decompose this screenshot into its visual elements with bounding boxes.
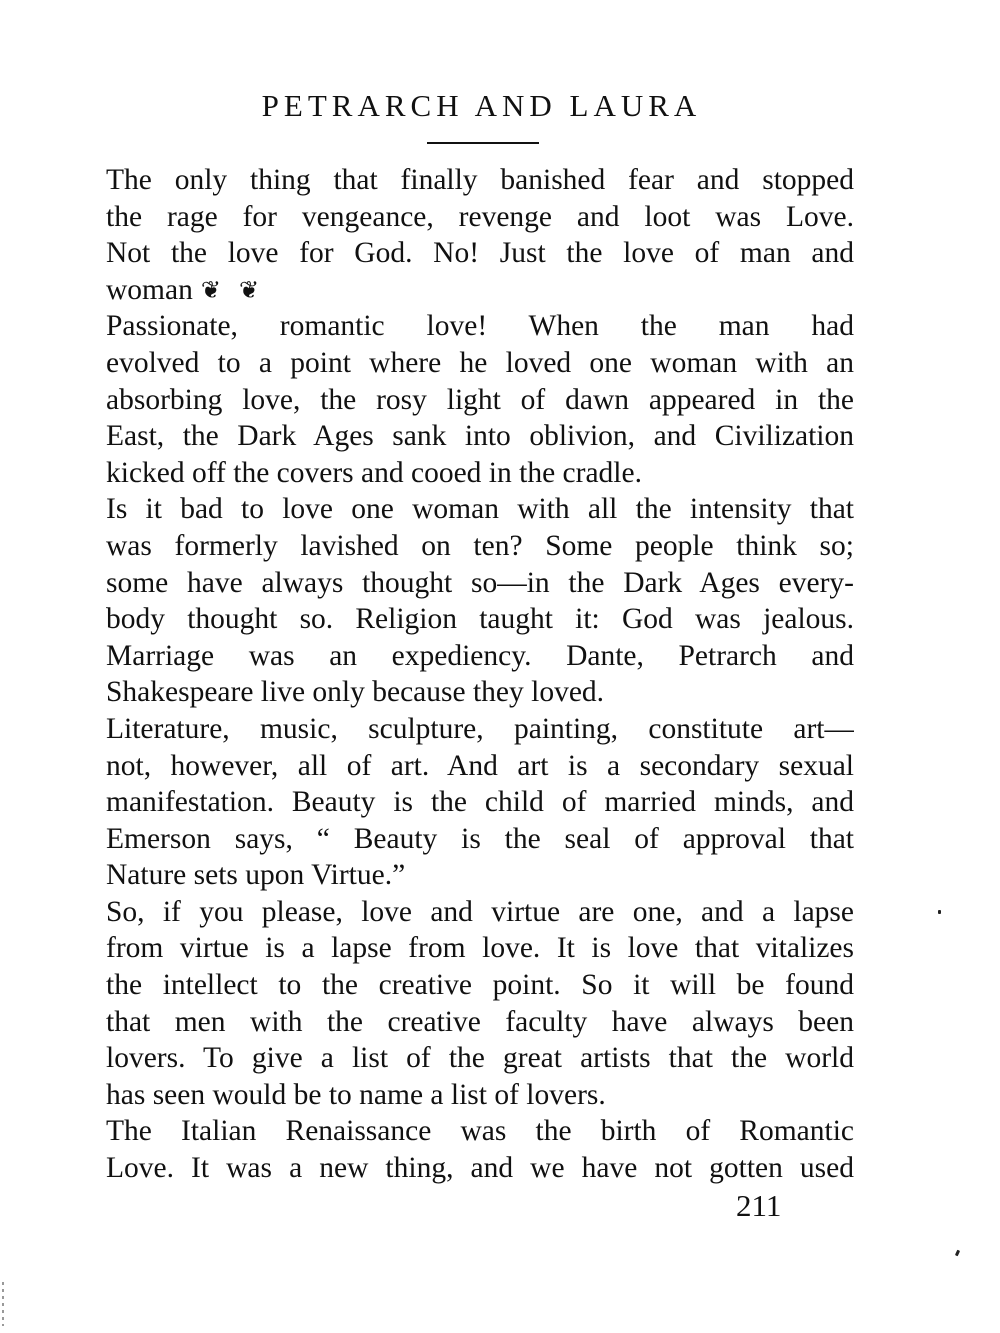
text-line [106,308,854,345]
text-line [106,199,854,236]
text-line-content: East, the Dark Ages sank into oblivion, and Civilization [106,420,854,453]
text-line-content: Not the love for God. No! Just the love of man and [106,237,854,270]
text-line [106,1004,854,1041]
text-line-content: the intellect to the creative point. So it will be found [106,969,854,1002]
text-line-content: body thought so. Religion taught it: God was jealous. [106,603,854,636]
text-line-content: So, if you please, love and virtue are one, and a lapse [106,895,854,928]
text-line [106,857,854,894]
text-line-content: absorbing love, the rosy light of dawn appeared in the [106,383,854,416]
text-line [106,565,854,602]
print-speck [955,1250,960,1257]
text-line [106,674,854,711]
text-line-content: Marriage was an expediency. Dante, Petrarch and [106,639,854,672]
margin-mark [2,1282,4,1326]
text-line-content: woman [106,273,193,306]
text-line [106,1077,854,1114]
text-line [106,491,854,528]
text-line [106,601,854,638]
text-line [106,382,854,419]
text-line-content: was formerly lavished on ten? Some people think so; [106,529,854,562]
text-line-content: has seen would be to name a list of lovers. [106,1078,606,1111]
text-line [106,894,854,931]
text-line [106,345,854,382]
text-line [106,638,854,675]
page-number: 211 [736,1188,782,1223]
text-line-content: Shakespeare live only because they loved. [106,676,605,709]
running-head: PETRARCH AND LAURA [261,88,702,123]
text-line [106,748,854,785]
text-line [106,528,854,565]
text-line [106,1113,854,1150]
text-line [106,821,854,858]
fleuron-ornament: ❦ ❦ [200,277,266,304]
text-line-content: evolved to a point where he loved one woman with an [106,346,854,379]
text-line-content: that men with the creative faculty have always been [106,1005,854,1038]
head-rule [427,142,539,144]
text-line-content: kicked off the covers and cooed in the cradle. [106,456,642,489]
text-line-content: lovers. To give a list of the great artists that the world [106,1042,854,1075]
text-line-content: the rage for vengeance, revenge and loot was Love. [106,200,854,233]
text-line-content: The only thing that finally banished fear and stopped [106,164,854,196]
text-line-content: Emerson says, “ Beauty is the seal of approval that [106,822,854,855]
text-line [106,418,854,455]
text-line [106,784,854,821]
text-line-content: The Italian Renaissance was the birth of Romantic [106,1115,854,1148]
text-line [106,711,854,748]
text-line-content: Nature sets upon Virtue.” [106,859,406,892]
text-line [106,967,854,1004]
text-line-content: not, however, all of art. And art is a secondary sexual [106,749,854,782]
print-speck [938,910,941,914]
text-line-content: from virtue is a lapse from love. It is love that vitalizes [106,932,854,965]
text-line-content: Literature, music, sculpture, painting, constitute art— [106,712,854,745]
text-line [106,1040,854,1077]
text-line [106,1150,854,1187]
text-line-content: Passionate, romantic love! When the man had [106,310,854,343]
text-line [106,235,854,272]
text-line [106,272,854,309]
text-line-content: Is it bad to love one woman with all the intensity that [106,493,854,526]
text-line [106,930,854,967]
text-line-content: manifestation. Beauty is the child of married minds, and [106,786,854,819]
text-line-content: Love. It was a new thing, and we have not gotten used [106,1152,854,1185]
body-text [106,162,854,1187]
text-line [106,455,854,492]
text-line [106,162,854,199]
text-line-content: some have always thought so—in the Dark Ages every- [106,566,854,599]
